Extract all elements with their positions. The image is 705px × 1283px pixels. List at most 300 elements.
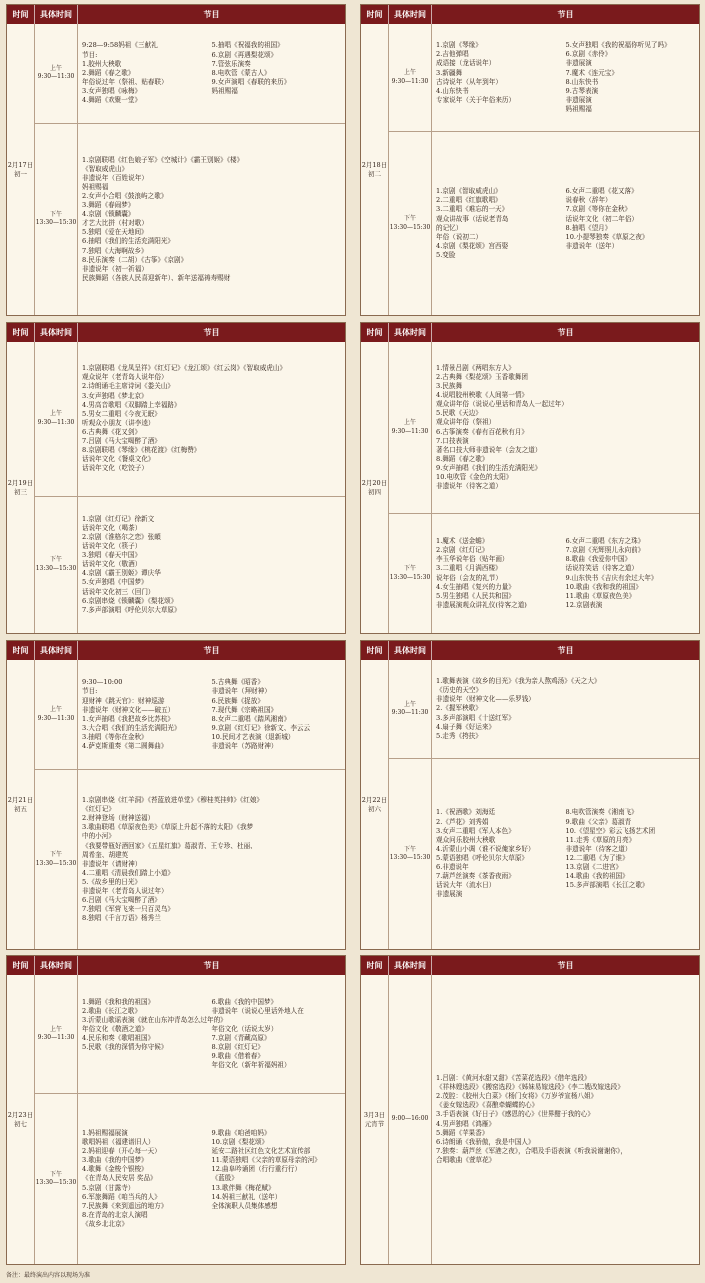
program-item: 《在青岛人民安居 奖品》 <box>82 1174 157 1183</box>
program-line: 8.舞蹈《春之歌》 <box>436 454 489 463</box>
program-item: 14.歌曲《我的祖国》 <box>565 872 629 881</box>
date-label: 2月21日 <box>7 796 34 805</box>
program-item: 7.葫芦丝演奏《茶香夜雨》 <box>436 872 515 881</box>
program-item: 2.京剧《红灯记》 <box>436 546 489 555</box>
program-item: 3.二重唱《难忘的一天》 <box>436 205 509 214</box>
program-item: 说年俗（会友的礼节） <box>436 573 502 582</box>
program-item: 9.歌曲《父亲》葛淑青 <box>565 817 632 826</box>
program-item: 5.抽唱《祝福我的祖国》 <box>211 41 284 50</box>
program-row <box>82 1043 341 1052</box>
program-row <box>82 1007 341 1016</box>
sections <box>35 24 345 315</box>
program-item: 5.民歌《我的深情为你守候》 <box>82 1043 168 1052</box>
sections <box>35 660 345 949</box>
time-cell <box>389 342 432 513</box>
program-line: 4.京剧《霸王别姬》谭庆华 <box>82 569 161 578</box>
date-cell <box>7 342 35 633</box>
program-line: 1.京剧联唱《龙凤呈祥》《红灯记》《龙江颂》《红云岗》《智取威虎山》 <box>82 364 287 373</box>
program-line: 1.歌舞表演《故乡的目光》《我为亲人熬鸡汤》《天之大》 <box>436 677 601 686</box>
program-item: 5.女声独唱《我的祝福你听见了吗》 <box>565 41 671 50</box>
header-date: 时间 <box>361 956 389 975</box>
program-line: 非遗说年（请财神） <box>82 859 142 868</box>
program-row <box>82 724 341 733</box>
program-item: 节目: <box>82 50 98 59</box>
program-item: 2.《芦花》刘秀娟 <box>436 817 489 826</box>
date-label: 2月17日 <box>7 161 34 170</box>
time-range: 13:30—15:30 <box>389 853 431 861</box>
program-row <box>436 863 695 872</box>
program-item: 5.京剧（甘露寺） <box>82 1183 135 1192</box>
period-label: 下午 <box>49 851 62 859</box>
time-cell <box>389 514 432 633</box>
lunar-label: 初七 <box>14 1119 27 1128</box>
program-row <box>436 592 695 601</box>
table-body <box>7 660 345 949</box>
time-range: 13:30—15:30 <box>35 1179 77 1187</box>
time-cell <box>389 975 432 1264</box>
program-cell <box>78 342 345 496</box>
program-line: 观众讲年俗（说说心里话和青岛人一起过年） <box>436 400 568 409</box>
program-row <box>436 881 695 890</box>
header-time: 具体时间 <box>35 641 78 660</box>
header-date: 时间 <box>361 5 389 24</box>
time-cell <box>35 1094 78 1264</box>
date-cell <box>7 975 35 1264</box>
program-item: 非遗说年（拜财神） <box>211 687 271 696</box>
lunar-label: 初四 <box>368 487 381 496</box>
time-section <box>35 1094 345 1264</box>
program-line: 7.口技表演 <box>436 436 469 445</box>
time-cell <box>389 660 432 758</box>
program-item: 6.歌曲《我的中国梦》 <box>211 997 278 1006</box>
program-item: 4.民乐和奏《歌唱祖国》 <box>82 1034 155 1043</box>
schedule-table <box>6 4 346 316</box>
header-program: 节目 <box>557 9 574 19</box>
header-program: 节目 <box>203 9 220 19</box>
program-item: 8.在青岛的北京人演唱 <box>82 1210 148 1219</box>
program-row <box>436 187 695 196</box>
program-line: 著名口技大师非遗说年（会友之道） <box>436 445 542 454</box>
program-line: 合唱歌曲《萱草花》 <box>436 1155 496 1164</box>
time-cell <box>389 759 432 949</box>
program-line: 3.民族舞 <box>436 382 463 391</box>
program-item: 7.民族舞《来到遥远的地方》 <box>82 1201 168 1210</box>
program-row <box>82 96 341 105</box>
program-item <box>212 1220 342 1229</box>
program-item: 11.蒙语独唱《父亲的草原母亲的河》 <box>211 1156 321 1165</box>
program-item: 3.抽唱《等你在金秋》 <box>82 732 148 741</box>
program-cell <box>78 24 345 123</box>
time-range: 9:30—11:30 <box>37 1034 75 1042</box>
program-item: 年俗文化（新年祈福妈祖） <box>211 1061 291 1070</box>
program-line: 10.电吹管《金色的太阳》 <box>436 473 513 482</box>
date-cell <box>7 24 35 315</box>
time-range: 13:30—15:30 <box>35 219 77 227</box>
program-line: 6.吕剧《马大宝喝醉了酒》 <box>82 896 161 905</box>
program-item: 5.蒙语独唱《呼伦贝尔大草原》 <box>436 853 529 862</box>
program-line: 话说年文化初三（回门） <box>82 587 155 596</box>
program-item: 1.舞蹈《我和我的祖国》 <box>82 997 155 1006</box>
program-line: 4.二重唱《清晨我们踏上小道》 <box>82 868 175 877</box>
sections <box>389 975 699 1264</box>
program-line: 4.男高音歌唱《双脚踏上幸福路》 <box>82 400 181 409</box>
program-item: 年俗文化（话说太岁） <box>211 1024 278 1033</box>
program-item: 非遗展演 <box>565 59 592 68</box>
program-row <box>82 1220 341 1229</box>
program-item: 1.妈祖赐福展演 <box>82 1129 128 1138</box>
program-line: 话说年文化（敬酒） <box>82 560 142 569</box>
program-row <box>436 583 695 592</box>
program-line: 4.京剧《锁麟囊》 <box>82 210 135 219</box>
program-item: 7.京剧《光辉照儿永向前》 <box>565 546 645 555</box>
program-item: 延安二路社区红色文化艺术宣传部 <box>211 1147 311 1156</box>
program-item: 非遗展演观众讲礼仪(待客之道) <box>436 600 527 609</box>
program-item: 3.二重唱《月满西楼》 <box>436 564 502 573</box>
program-row <box>436 854 695 863</box>
program-item: 9.京剧《红灯记》徐新文、李云云 <box>211 723 311 732</box>
program-line: 6.古典舞《花又剑》 <box>82 427 142 436</box>
header-time: 具体时间 <box>35 323 78 342</box>
program-item <box>212 1211 342 1220</box>
header-program: 节目 <box>203 645 220 655</box>
program-item: 9.古琴表演 <box>565 86 599 95</box>
program-line: 6.古筝演奏《春有百花秋有月》 <box>436 427 529 436</box>
program-item: 10.京剧《梨花颂》 <box>211 1138 269 1147</box>
table-body <box>361 342 699 633</box>
program-item: 5.男生独唱《人民共和国》 <box>436 591 515 600</box>
program-item: 11.走秀《草原的月亮》 <box>565 835 636 844</box>
program-item: 7.京剧《青藏高原》 <box>211 1034 271 1043</box>
period-label: 上午 <box>403 700 416 708</box>
schedule-table <box>360 955 700 1265</box>
program-item: 2.舞蹈《春之歌》 <box>82 68 135 77</box>
time-section <box>389 975 699 1264</box>
program-row <box>82 87 341 96</box>
program-row <box>436 845 695 854</box>
time-range: 13:30—15:30 <box>35 859 77 867</box>
table-body <box>7 342 345 633</box>
program-line: 5.走秀《挎扶》 <box>436 731 482 740</box>
program-row <box>82 1052 341 1061</box>
time-cell <box>389 132 432 315</box>
program-row <box>82 706 341 715</box>
program-item: 6.京剧《赤伶》 <box>565 50 612 59</box>
table-header <box>361 323 699 342</box>
program-cell <box>78 975 345 1093</box>
program-item: 6.民族舞《捉放》 <box>211 696 264 705</box>
program-row <box>82 697 341 706</box>
period-label: 下午 <box>403 565 416 573</box>
program-item: 4.山东快书 <box>436 86 469 95</box>
program-item: 10.小提琴独奏《草原之夜》 <box>565 232 649 241</box>
program-item: 4.舞蹈《欢聚一堂》 <box>82 96 142 105</box>
program-item: 非遗说年（苏路财神） <box>211 742 278 750</box>
program-item: 1.《祝酒歌》刘海廷 <box>436 808 496 817</box>
program-item <box>227 1016 341 1025</box>
date-label: 2月18日 <box>361 161 388 170</box>
program-row <box>436 224 695 233</box>
program-item <box>82 1061 212 1070</box>
time-section <box>389 660 699 759</box>
program-row <box>82 1129 341 1138</box>
date-cell <box>361 24 389 315</box>
program-line: 4.说唱胶州秧歌《人间第一情》 <box>436 391 529 400</box>
program-item: 9.女声演唱《春联的来历》 <box>211 77 291 86</box>
schedule-table <box>360 4 700 316</box>
sections <box>35 342 345 633</box>
header-time: 具体时间 <box>389 323 432 342</box>
program-row <box>82 1016 341 1025</box>
program-line: 5.男女二重唱《今夜无眠》 <box>82 409 161 418</box>
program-row <box>82 1174 341 1183</box>
program-row <box>82 51 341 60</box>
program-line: 7.独唱《军营飞来一只百灵鸟》 <box>82 905 175 914</box>
time-section <box>35 770 345 949</box>
program-item: 非遗说年（送年） <box>565 241 619 250</box>
program-cell <box>432 342 699 513</box>
program-item: 7.现代舞《宗略祖国》 <box>211 705 278 714</box>
program-row <box>82 69 341 78</box>
program-item: 4.歌舞《金梭个银梭》 <box>82 1165 148 1174</box>
period-label: 上午 <box>403 419 416 427</box>
program-item: 年俗文化《敬酒之道》 <box>82 1024 148 1033</box>
lunar-label: 元宵节 <box>364 1119 385 1128</box>
time-section <box>389 24 699 132</box>
program-item: 的记忆） <box>436 223 463 232</box>
program-item: 4.京剧《梨花颂》宫西娶 <box>436 241 509 250</box>
schedule-table <box>6 955 346 1265</box>
program-line: 观众讲年俗（祭祖） <box>436 418 496 427</box>
program-item: 1.魔术《送金蟾》 <box>436 537 489 546</box>
program-item: 1.胶州大秧歌 <box>82 59 122 68</box>
program-item: 12.京剧表演 <box>565 600 603 609</box>
program-item: 2.妈祖迎春（开心每一天） <box>82 1147 161 1156</box>
program-item <box>82 1052 212 1061</box>
time-cell <box>35 24 78 123</box>
program-cell <box>78 124 345 315</box>
header-program: 节目 <box>557 645 574 655</box>
program-item: 8.电吹管《蒙古人》 <box>211 68 271 77</box>
program-row <box>436 87 695 96</box>
time-section <box>389 759 699 949</box>
program-item: 9.歌曲《借着春》 <box>211 1052 264 1061</box>
time-cell <box>389 24 432 131</box>
program-row <box>436 205 695 214</box>
schedule-table <box>360 322 700 634</box>
program-item: 3.沂蒙山歌谣表演《就在山东冲青岛怎么过年的》 <box>82 1015 227 1024</box>
program-line: 3.歌曲联唱《草原夜色美》《草原上升起不落的太阳》《我梦 <box>82 823 254 832</box>
program-item: 9:28—9:58妈祖《三献礼 <box>82 41 158 50</box>
program-cell <box>432 660 699 758</box>
date-label: 3月3日 <box>363 1111 386 1120</box>
program-line: 1.京剧串烧《红羊洞》《苔蓝放进单堂》《穆桂英挂帅》《红娘》 <box>82 796 264 805</box>
time-range: 13:30—15:30 <box>389 223 431 231</box>
time-cell <box>35 124 78 315</box>
time-section <box>35 342 345 497</box>
program-item: 8.山东快书 <box>565 77 599 86</box>
program-item: 15.多声部演唱《长江之歌》 <box>565 881 649 890</box>
program-row <box>436 872 695 881</box>
program-line: 5.舞蹈《苹果香》 <box>436 1128 489 1137</box>
program-row <box>82 1193 341 1202</box>
period-label: 下午 <box>403 845 416 853</box>
period-label: 下午 <box>49 210 62 218</box>
program-item: 3.女声独唱《咏梅》 <box>82 86 142 95</box>
program-line: 8.京剧联唱《琴缘》《桃花渡》《红梅赞》 <box>82 446 201 455</box>
sections <box>389 660 699 949</box>
program-row <box>436 105 695 114</box>
program-item <box>566 251 696 260</box>
program-row <box>82 78 341 87</box>
program-row <box>82 687 341 696</box>
period-label: 上午 <box>49 1025 62 1033</box>
program-item: 非遗展演 <box>436 890 463 899</box>
table-body <box>7 975 345 1264</box>
time-range: 13:30—15:30 <box>389 573 431 581</box>
header-date: 时间 <box>7 5 35 24</box>
program-line: 《我要带瓶好酒回家》《五星红旗》葛淑青、王专珍、杜丽、 <box>82 841 257 850</box>
program-line: 4.男声独唱《鸿雁》 <box>436 1119 496 1128</box>
sections <box>389 24 699 315</box>
program-item: 8.京剧《红灯记》 <box>211 1043 264 1052</box>
program-line: 观众说年（老青岛人说年俗） <box>82 373 168 382</box>
program-item: 观众问乐胶州大秧歌 <box>436 835 496 844</box>
time-range: 9:30—11:30 <box>37 418 75 426</box>
program-row <box>436 242 695 251</box>
program-row <box>82 1211 341 1220</box>
header-date: 时间 <box>7 641 35 660</box>
program-cell <box>432 24 699 131</box>
time-cell <box>35 497 78 633</box>
program-row <box>82 998 341 1007</box>
program-row <box>82 1147 341 1156</box>
program-line: 7.独唱《大海啊故乡》 <box>82 246 148 255</box>
program-line: 话说年文化（吃饺子） <box>82 464 148 473</box>
date-cell <box>7 660 35 949</box>
time-cell <box>35 770 78 949</box>
time-range: 9:30—11:30 <box>391 708 429 716</box>
program-item: 2.二重唱《红旗歌唱》 <box>436 196 502 205</box>
program-row <box>82 41 341 50</box>
program-item: 8.歌曲《我爱你中国》 <box>565 555 632 564</box>
program-cell <box>78 1094 345 1264</box>
program-item: 《故乡北北京》 <box>82 1219 129 1228</box>
time-cell <box>35 660 78 769</box>
table-body <box>361 975 699 1264</box>
program-item: 1.京剧《琴缘》 <box>436 41 482 50</box>
program-line: 9.女声抽唱《我们的生活充满阳光》 <box>436 463 542 472</box>
time-section <box>389 132 699 315</box>
time-section <box>389 342 699 514</box>
program-item: 7.管弦乐演奏 <box>211 59 251 68</box>
program-item: 专家说年（关于年俗来历） <box>436 95 516 104</box>
program-item: 10.《望星空》彩云飞扬艺术团 <box>565 826 656 835</box>
program-item: 4.女生抽唱《复兴的力量》 <box>436 582 515 591</box>
program-line: 非遗说年（百姓说年） <box>82 173 148 182</box>
time-cell <box>35 342 78 496</box>
lunar-label: 初三 <box>14 487 27 496</box>
program-cell <box>432 514 699 633</box>
time-section <box>35 975 345 1094</box>
program-item: 4.沂蒙山小调（谁不说俺家乡好） <box>436 844 535 853</box>
header-time: 具体时间 <box>389 5 432 24</box>
program-line: 8.民乐演奏（二胡）《古筝》《京剧》 <box>82 255 188 264</box>
table-header <box>361 956 699 975</box>
program-line: 7.独奏：葫芦丝《军港之夜》，合唱及手语表演《听我说谢谢你》， <box>436 1146 627 1155</box>
program-item: 妈祖赐福 <box>565 104 592 113</box>
program-line: 6.诗朗诵《我骄傲，我是中国人》 <box>436 1137 535 1146</box>
period-label: 上午 <box>49 64 62 72</box>
program-item: 9.歌曲《咱爸咱妈》 <box>211 1129 271 1138</box>
table-header <box>7 323 345 342</box>
program-item: 全体演职人员集体感想 <box>211 1201 278 1210</box>
program-row <box>82 1034 341 1043</box>
program-cell <box>78 497 345 633</box>
program-line: 1.吕剧：《黄河水甜又甜》《苦菜花选段》《借年选段》 <box>436 1074 591 1083</box>
program-line: 民族舞蹈（各族人民喜迎新年）、新年送福祷寿赐财 <box>82 273 231 282</box>
program-item: 7.京剧《等你在金秋》 <box>565 205 632 214</box>
program-item: 年俗（说初二） <box>436 232 483 241</box>
program-item: 年俗说过年（祭祖、贴春联） <box>82 77 168 86</box>
period-label: 下午 <box>49 556 62 564</box>
program-item: 1.京剧《智取威虎山》 <box>436 187 502 196</box>
program-line: 《历史的天空》 <box>436 686 483 695</box>
program-line: 周希奎、胡建英 <box>82 850 129 859</box>
program-row <box>436 78 695 87</box>
program-line: 2.诗朗诵毛主席诗词《娄关山》 <box>82 382 175 391</box>
program-line: 《祥林嫂选段》《搬窑选段》《姊妹易嫁选段》《李二嫂改嫁选段》 <box>436 1083 624 1092</box>
program-item: 4.萨克斯重奏《第二圆舞曲》 <box>82 742 168 750</box>
table-header <box>7 641 345 660</box>
program-item: 5.古典舞《昭香》 <box>211 678 264 687</box>
program-row <box>436 59 695 68</box>
program-item: 话说年文化（初二年俗） <box>565 214 639 223</box>
program-row <box>436 601 695 610</box>
program-item: 6.京剧《再遇梨花颂》 <box>211 50 278 59</box>
program-cell <box>78 770 345 949</box>
program-line: 《智取威虎山》 <box>82 164 129 173</box>
program-line: 3.多声部演唱《十送红军》 <box>436 713 515 722</box>
program-item: 9.山东快书《吉庆有余过大年》 <box>565 573 658 582</box>
sections <box>35 975 345 1264</box>
header-program: 节目 <box>557 960 574 970</box>
program-item: 8.女声二重唱《踏风湘南》 <box>211 714 291 723</box>
program-row <box>436 890 695 899</box>
date-cell <box>361 660 389 949</box>
header-time: 具体时间 <box>35 956 78 975</box>
time-range: 13:30—15:30 <box>35 564 77 572</box>
program-item: 观众讲故事（话说老青岛 <box>436 214 509 223</box>
lunar-label: 初一 <box>14 169 27 178</box>
table-header <box>7 956 345 975</box>
program-line: 6.抽唱《我们的生活充满阳光》 <box>82 237 175 246</box>
time-range: 9:30—11:30 <box>391 77 429 85</box>
program-item: 说春秋（辞年） <box>565 196 612 205</box>
program-cell <box>78 660 345 769</box>
program-row <box>82 1025 341 1034</box>
program-row <box>436 96 695 105</box>
program-line: 7.多声部演唱《呼伦贝尔大草原》 <box>82 605 181 614</box>
date-cell <box>361 342 389 633</box>
program-row <box>82 715 341 724</box>
program-item: 14.妈祖三献礼（送年） <box>211 1192 282 1201</box>
program-line: 2.茂腔：《胶州大白菜》《杨门女将》《万岁爷宣杨八姐》 <box>436 1092 598 1101</box>
program-cell <box>432 132 699 315</box>
time-section <box>389 514 699 633</box>
program-item: 6.军旅舞蹈《咱当兵的人》 <box>82 1192 161 1201</box>
program-item: 10.民间才艺表演（退新城） <box>211 732 295 741</box>
program-item: 非遗说年（说说心里话外地人在 <box>211 1006 304 1015</box>
